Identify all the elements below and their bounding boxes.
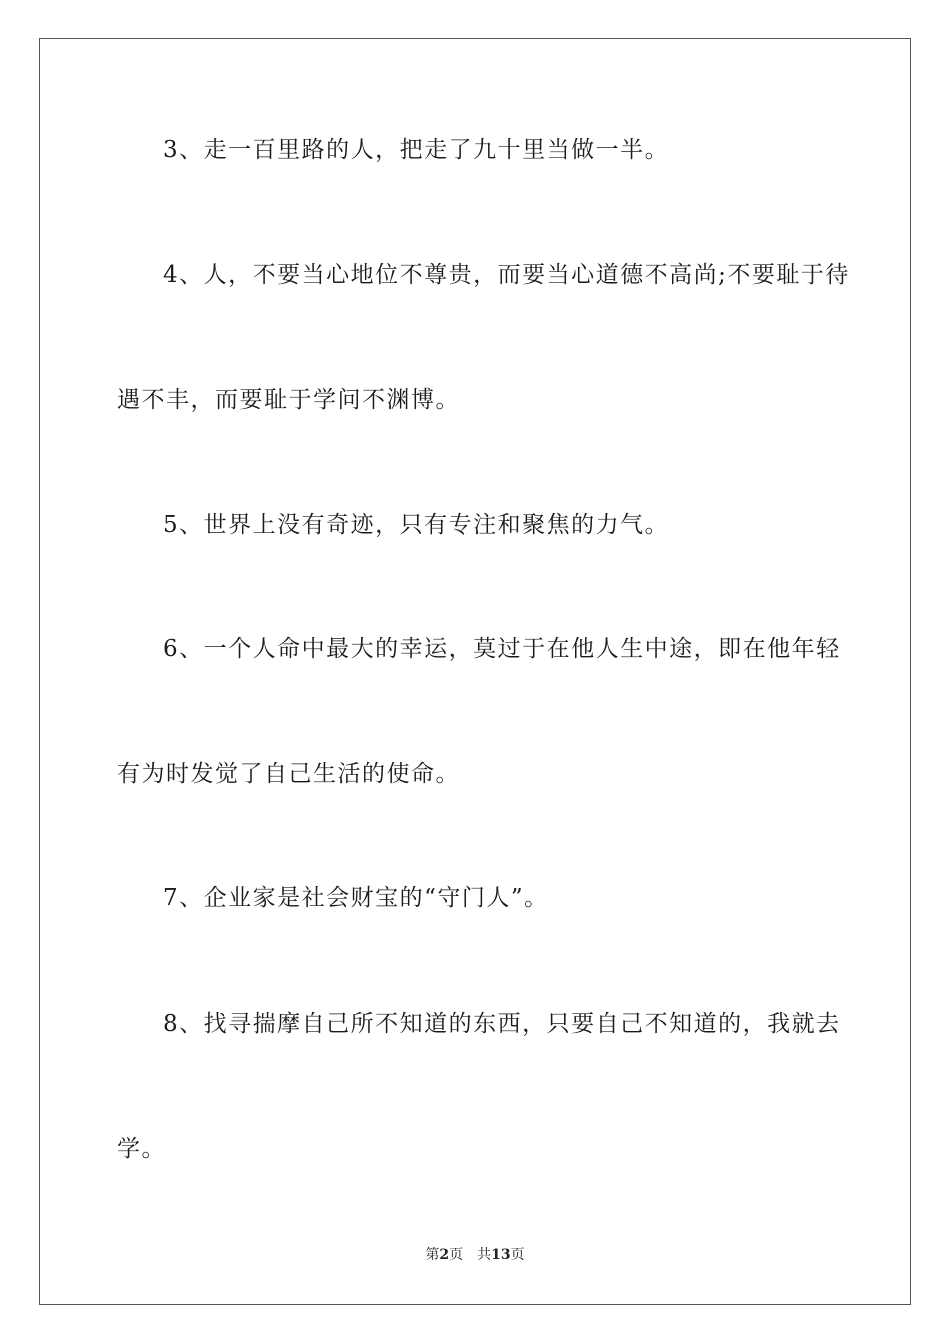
footer-page-total: 13: [491, 1247, 511, 1263]
text-line-item-3: 3、走一百里路的人，把走了九十里当做一半。: [163, 137, 670, 163]
text-line-item-4: 4、人，不要当心地位不尊贵，而要当心道德不高尚;不要耻于待: [163, 262, 850, 288]
text-line-item-5: 5、世界上没有奇迹，只有专注和聚焦的力气。: [163, 512, 670, 538]
footer-total-prefix: 共: [477, 1247, 492, 1263]
footer-total-suffix: 页: [510, 1247, 525, 1263]
text-line-item-6-cont: 有为时发觉了自己生活的使命。: [117, 761, 460, 787]
text-line-item-4-cont: 遇不丰，而要耻于学问不渊博。: [117, 387, 460, 413]
text-line-item-7: 7、企业家是社会财宝的“守门人”。: [163, 885, 549, 911]
text-line-item-8-cont: 学。: [117, 1136, 166, 1162]
footer-page-current: 2: [439, 1247, 450, 1263]
page-footer: [0, 1246, 950, 1264]
text-line-item-6: 6、一个人命中最大的幸运，莫过于在他人生中途，即在他年轻: [163, 636, 841, 662]
page-border: [39, 38, 911, 1305]
text-line-item-8: 8、找寻揣摩自己所不知道的东西，只要自己不知道的，我就去: [163, 1011, 841, 1037]
footer-page-suffix: 页: [449, 1247, 464, 1263]
footer-page-prefix: 第: [425, 1247, 440, 1263]
